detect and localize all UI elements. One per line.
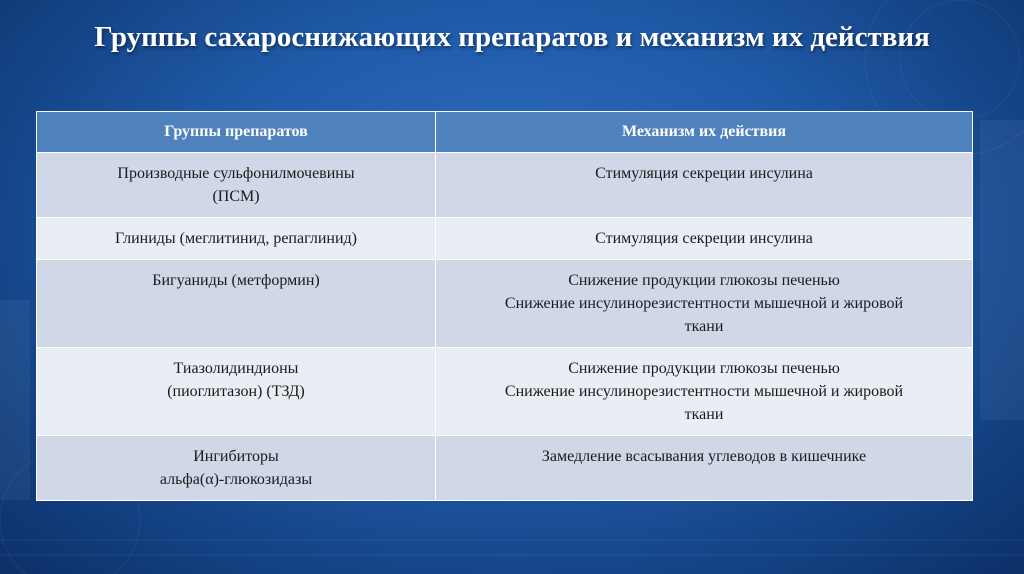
group-text: Глиниды (меглитинид, репаглинид) (115, 230, 357, 247)
group-text: альфа(α)-глюкозидазы (159, 471, 313, 488)
table-row (37, 153, 973, 218)
group-cell (37, 436, 436, 501)
group-text: Производные сульфонилмочевины (117, 165, 355, 182)
mechanism-text: ткани (684, 318, 724, 335)
mechanism-cell (436, 153, 973, 218)
table-row (37, 348, 973, 436)
mechanism-text: Снижение инсулинорезистентности мышечной и жировой (504, 295, 904, 312)
mechanism-text: Стимуляция секреции инсулина (595, 165, 813, 182)
drug-groups-table (36, 111, 973, 501)
slide-title: Группы сахароснижающих препаратов и механизм их действия (94, 21, 930, 53)
table-row (37, 260, 973, 348)
mechanism-cell (436, 260, 973, 348)
column-header-mechanism: Механизм их действия (436, 112, 973, 153)
group-cell (37, 218, 436, 260)
table-row (37, 436, 973, 501)
mechanism-text: Снижение инсулинорезистентности мышечной и жировой (504, 383, 904, 400)
group-text: Ингибиторы (193, 448, 279, 465)
group-text: Бигуаниды (метформин) (152, 272, 320, 289)
group-cell (37, 153, 436, 218)
group-text: Тиазолидиндионы (173, 360, 299, 377)
mechanism-text: Стимуляция секреции инсулина (595, 230, 813, 247)
mechanism-text: ткани (684, 406, 724, 423)
mechanism-text: Замедление всасывания углеводов в кишечнике (541, 448, 867, 465)
table-row (37, 218, 973, 260)
column-header-groups: Группы препаратов (37, 112, 436, 153)
mechanism-cell (436, 436, 973, 501)
mechanism-cell (436, 348, 973, 436)
group-cell (37, 260, 436, 348)
mechanism-text: Снижение продукции глюкозы печенью (568, 360, 840, 377)
table-header-row (37, 112, 973, 153)
mechanism-cell (436, 218, 973, 260)
mechanism-text: Снижение продукции глюкозы печенью (568, 272, 840, 289)
group-text: (ПСМ) (212, 188, 260, 205)
group-text: (пиоглитазон) (ТЗД) (167, 383, 305, 400)
group-cell (37, 348, 436, 436)
